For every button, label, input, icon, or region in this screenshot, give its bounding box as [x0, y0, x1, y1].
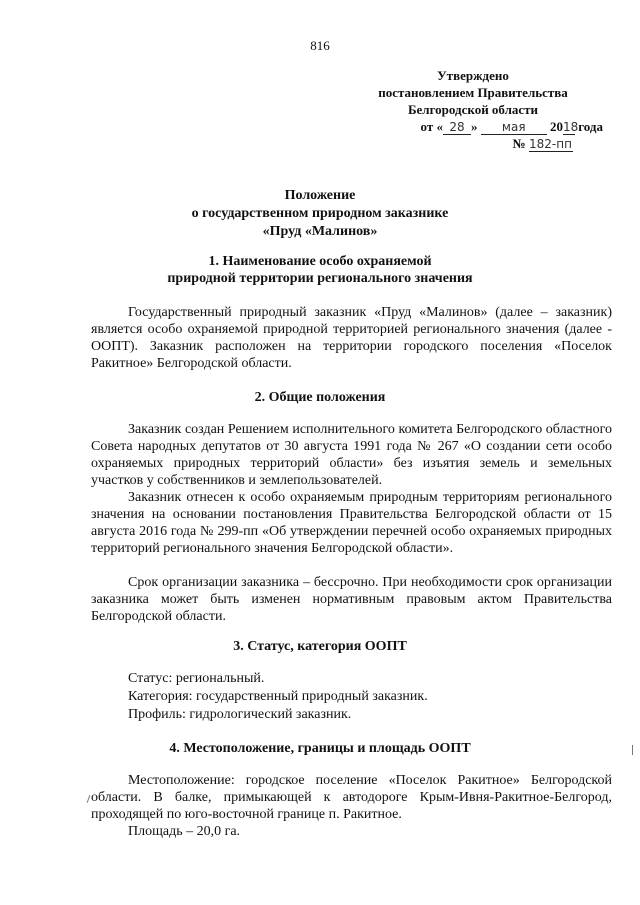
number-value: 182-пп — [529, 137, 572, 151]
section-3-heading: 3. Статус, категория ООПТ — [233, 639, 407, 654]
status-line: Статус: региональный. — [128, 671, 265, 686]
category-line: Категория: государственный природный заказник. — [128, 689, 428, 704]
date-year-prefix: 20 — [549, 119, 563, 134]
section-2-paragraph-1: Заказник создан Решением исполнительного комитета Белгородского областного Совета народных депутатов от 30 августа 1991 года № 267 «О создании сети особо охраняемых природных территорий области» без изъятия земель и земельных участков у собственников и землепользователей. — [91, 422, 612, 488]
section-4-heading: 4. Местоположение, границы и площадь ООПТ — [169, 741, 471, 756]
number-prefix: № — [512, 136, 526, 151]
date-day: 28 — [443, 121, 471, 135]
section-1-heading-line-1: 1. Наименование особо охраняемой — [208, 254, 432, 269]
area-line: Площадь – 20,0 га. — [128, 824, 241, 839]
document-title — [0, 187, 640, 241]
section-2-paragraph-3: Срок организации заказника – бессрочно. При необходимости срок организации заказника может быть изменен нормативным правовым актом Правительства Белгородской области. — [91, 575, 612, 624]
approval-line-2: постановлением Правительства — [378, 85, 568, 100]
date-prefix: от « — [420, 119, 443, 134]
section-1-paragraph: Государственный природный заказник «Пруд «Малинов» (далее – заказник) является особо охраняемой природной территорией регионального значения (далее - ООПТ). Заказник расположен на территории городского поселения «Поселок Ракитное» Белгородской области. — [91, 305, 612, 371]
page-number: 816 — [310, 38, 330, 53]
section-1-heading — [0, 253, 640, 287]
date-month: мая — [481, 121, 547, 135]
section-4-paragraph: Местоположение: городское поселение «Поселок Ракитное» Белгородской области. В балке, примыкающей к автодороге Крым-Ивня-Ракитное-Белгород, проходящей по юго-восточной границе п. Ракитное. — [91, 773, 612, 822]
approval-number — [343, 135, 603, 152]
section-1-heading-line-2: природной территории регионального значения — [167, 271, 473, 286]
date-year-word: года — [578, 119, 603, 134]
date-year-suffix: 18 — [562, 120, 579, 134]
approval-date — [343, 118, 603, 135]
scan-mark — [632, 745, 633, 755]
section-2-paragraph-2: Заказник отнесен к особо охраняемым природным территориям регионального значения на основании постановления Правительства Белгородской области от 15 августа 2016 года № 299-пп «Об утверждении перечней особо охраняемых природных территорий регионального значения Белгородской области». — [91, 490, 612, 556]
section-3-list — [128, 670, 612, 724]
section-2-heading: 2. Общие положения — [254, 390, 386, 405]
scan-mark — [87, 795, 91, 803]
title-line-3: «Пруд «Малинов» — [262, 224, 378, 239]
approval-line-1: Утверждено — [437, 68, 509, 83]
title-line-1: Положение — [284, 188, 356, 203]
approval-block — [343, 67, 603, 152]
title-line-2: о государственном природном заказнике — [191, 206, 449, 221]
approval-line-3: Белгородской области — [407, 102, 539, 117]
date-mid: » — [470, 119, 478, 134]
profile-line: Профиль: гидрологический заказник. — [128, 707, 352, 722]
